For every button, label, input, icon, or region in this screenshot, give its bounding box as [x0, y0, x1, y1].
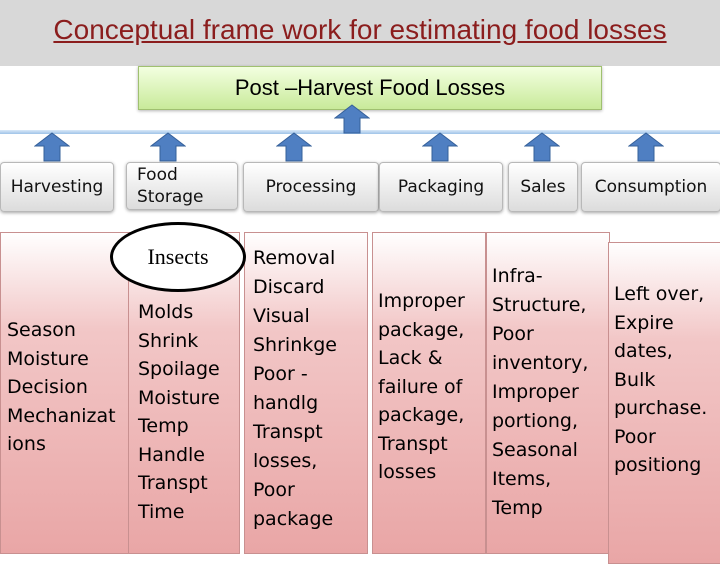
stage-processing: Processing [243, 162, 379, 212]
insects-label: Insects [147, 244, 209, 269]
root-node-box [138, 66, 602, 110]
factors-packaging: Improper package, Lack & failure of package, Transpt losses [378, 290, 465, 483]
up-arrow-icon [628, 132, 664, 162]
up-arrow-icon [34, 132, 70, 162]
factors-processing: Removal Discard Visual Shrinkge Poor - handlg Transpt losses, Poor package [253, 247, 337, 530]
up-arrow-icon [150, 132, 186, 162]
up-arrow-icon [524, 132, 560, 162]
factors-food-storage: Molds Shrink Spoilage Moisture Temp Handle Transpt Time [138, 301, 220, 523]
stage-food-storage: Food Storage [126, 162, 238, 210]
stage-consumption: Consumption [581, 162, 720, 212]
insects-oval [110, 222, 246, 292]
factors-harvesting: Season Moisture Decision Mechanizat ions [7, 319, 116, 455]
factors-consumption: Left over, Expire dates, Bulk purchase. Poor positiong [614, 283, 708, 476]
stage-packaging: Packaging [379, 162, 503, 212]
root-node-label: Post –Harvest Food Losses [234, 75, 506, 100]
stage-harvesting: Harvesting [0, 162, 114, 212]
up-arrow-icon [276, 132, 312, 162]
up-arrow-icon [422, 132, 458, 162]
up-arrow-icon [334, 104, 370, 134]
factors-sales: Infra- Structure, Poor inventory, Improper portiong, Seasonal Items, Temp [492, 265, 589, 519]
page-title: Conceptual frame work for estimating food losses [53, 14, 667, 45]
stage-sales: Sales [508, 162, 578, 212]
